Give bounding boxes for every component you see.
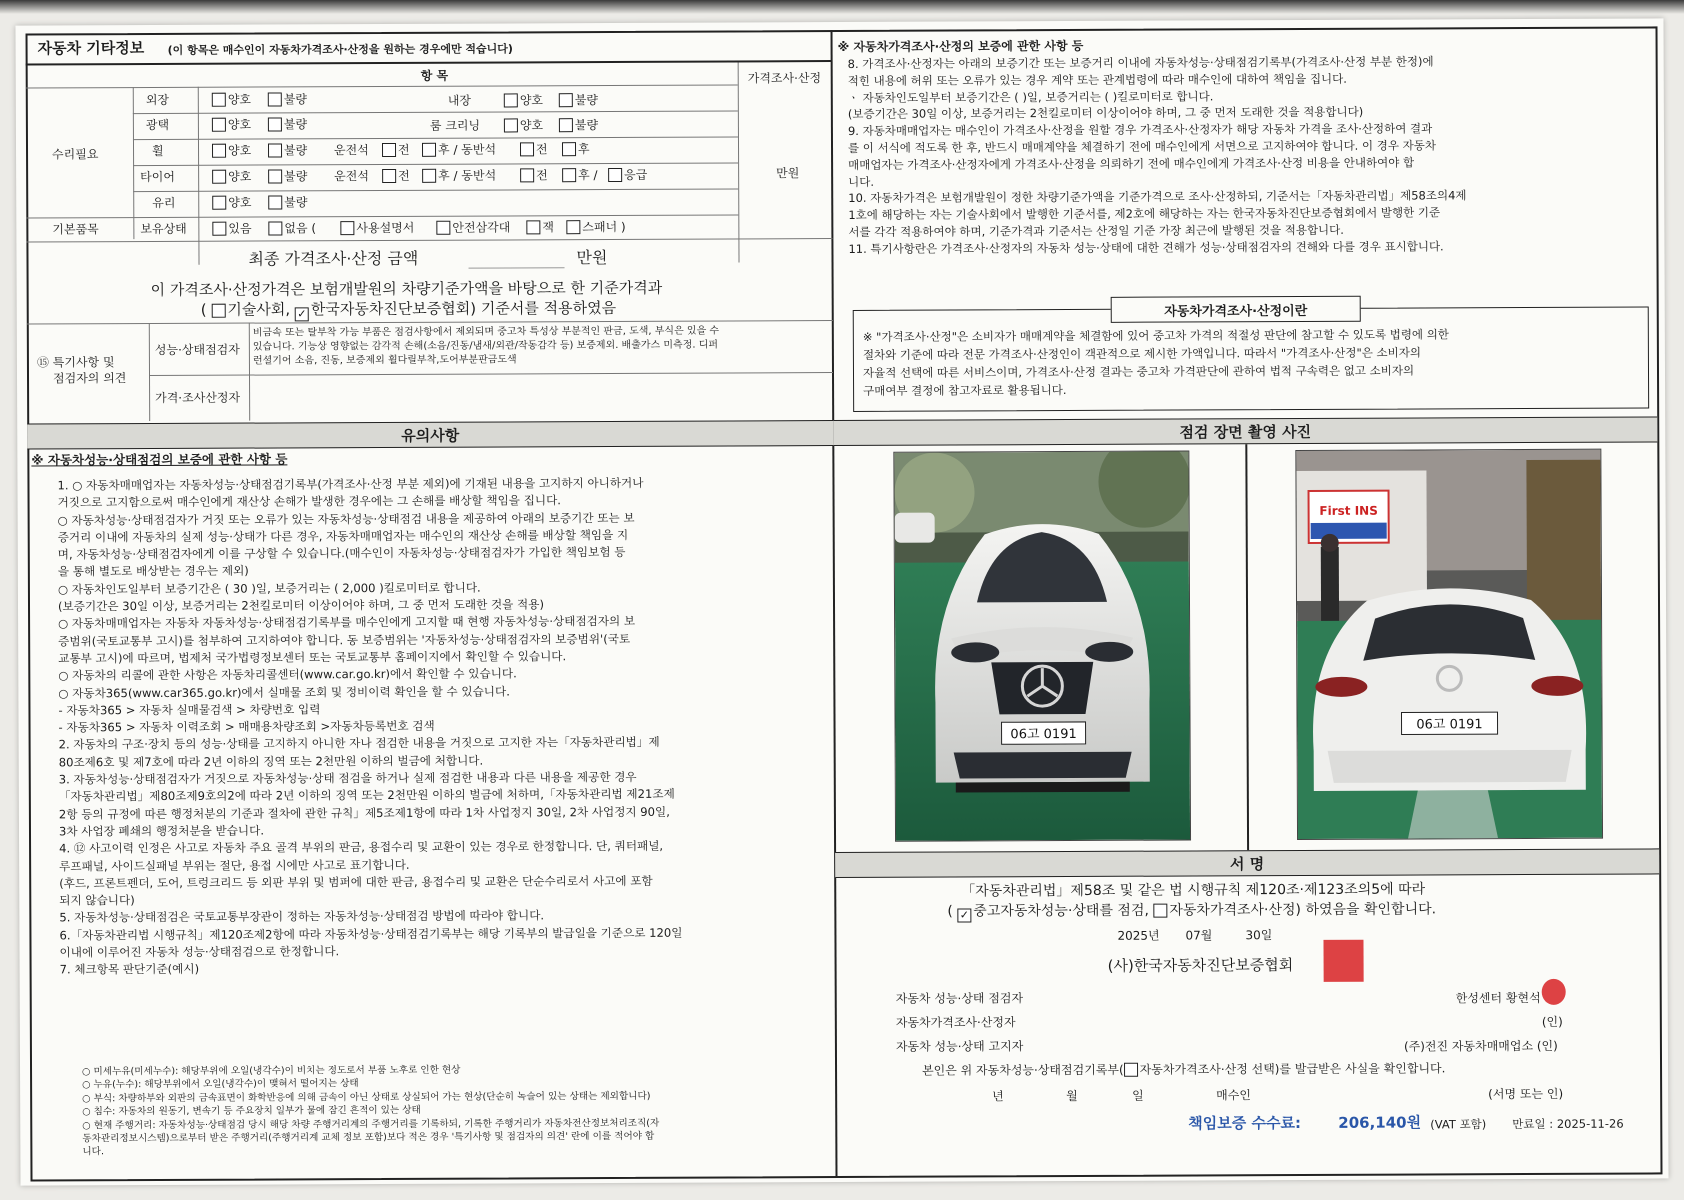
price-item: 적힌 내용에 허위 또는 오류가 있는 경우 계약 또는 관계법령에 따라 매수인에 대하여 책임을 집니다. — [847, 71, 1347, 88]
fee-label: 책임보증 수수료: — [1188, 1114, 1301, 1133]
criteria-line: ○ 미세누유(미세누수): 해당부위에 오일(냉각수)이 비치는 정도로서 부품 노후로 인한 현상 — [82, 1064, 461, 1078]
notice-line: (보증기간은 30일 이상, 보증거리는 2천킬로미터 이상이어야 하며, 그 중 먼저 도래한 것을 적용) — [57, 597, 545, 614]
front-car-photo — [893, 450, 1191, 841]
sign-day: 30일 — [1245, 928, 1273, 943]
buyer-date-year: 년 — [992, 1089, 1004, 1104]
sign-row-value: (주)전진 자동차매매업소 (인) — [1403, 1038, 1558, 1054]
room-bad[interactable]: 불량 — [559, 118, 598, 132]
fee-value: 206,140원 — [1338, 1113, 1422, 1132]
inspector-seal-stamp — [1542, 979, 1566, 1005]
notice-line: 3차 사업장 폐쇄의 행정처분을 받습니다. — [58, 823, 265, 839]
notice-line: ○ 자동차365(www.car365.go.kr)에서 실매물 조회 및 정비이력 확인을 할 수 있습니다. — [58, 684, 510, 700]
notice-line: 이내에 이루어진 자동차 성능·상태점검으로 한정합니다. — [59, 944, 340, 960]
item-spanner[interactable]: 스패너 ) — [566, 220, 625, 234]
price-warranty-title: ※ 자동차가격조사·산정의 보증에 관한 사항 등 — [837, 38, 1084, 55]
sign-month: 07월 — [1185, 928, 1213, 943]
wheel-driver: 운전석 — [333, 143, 369, 158]
notice-line: ○ 자동차성능·상태점검자가 거짓 또는 오류가 있는 자동차성능·상태점검 내용을 제공하여 아래의 보증기간 또는 보 — [57, 510, 635, 528]
tire-pass-front[interactable]: 전 — [520, 168, 548, 182]
fee-vat: (VAT 포함) — [1430, 1117, 1487, 1132]
row-holding: 보유상태 — [140, 221, 187, 237]
criteria-line: ○ 누유(누수): 해당부위에서 오일(냉각수)이 맺혀서 떨어지는 상태 — [82, 1078, 359, 1091]
basis-opt1-checkbox[interactable] — [211, 304, 225, 318]
definition-line: 절차와 기준에 따라 전문 가격조사·산정인이 객관적으로 제시한 가액입니다. 따라서 "가격조사·산정"은 소비자의 — [862, 345, 1421, 362]
scan-top-shadow — [0, 0, 1684, 14]
notice-line: - 자동차365 > 자동차 이력조회 > 매매용차량조회 >자동차등록번호 검색 — [58, 718, 435, 735]
wheel-driver-front[interactable]: 전 — [382, 143, 410, 157]
notice-line: 증거리 이내에 자동차의 실제 성능·상태가 다른 경우, 자동차매매업자는 매수인의 재산상 손해를 배상할 책임을 지 — [57, 527, 629, 545]
notice-line: 교통부 고시)에 따르며, 법제처 국가법령정보센터 또는 국토교통부 홈페이지에서 확인할 수 있습니다. — [58, 649, 567, 666]
sign-or-seal: (서명 또는 인) — [1488, 1086, 1564, 1102]
rear-car-photo — [1295, 449, 1603, 840]
header-item: 항 목 — [420, 68, 449, 83]
holding-have[interactable]: 있음 — [212, 222, 251, 236]
gloss-good[interactable]: 양호 — [212, 118, 251, 132]
final-price-unit: 만원 — [576, 248, 608, 268]
sign-row-label: 자동차가격조사·산정자 — [895, 1015, 1016, 1030]
price-unit: 만원 — [776, 166, 800, 181]
wheel-pass-front[interactable]: 전 — [520, 142, 548, 156]
wheel-good[interactable]: 양호 — [212, 144, 251, 158]
notice-title: 유의사항 — [27, 420, 833, 450]
row-glass: 유리 — [152, 195, 176, 211]
wheel-pass-rear[interactable]: 후 — [562, 142, 590, 156]
tire-driver-front[interactable]: 전 — [382, 169, 410, 183]
association-name: (사)한국자동차진단보증협회 — [1107, 956, 1294, 975]
notice-line: 2항 등의 규정에 따른 행정처분의 기준과 절차에 관한 규칙」제5조제1항에 따라 1차 사업정지 30일, 2차 사업정지 90일, — [58, 804, 670, 822]
appraiser-label: 가격·조사산정자 — [155, 390, 241, 405]
price-item: 10. 자동차가격은 보험개발원이 정한 차량기준가액을 기준가격으로 조사·산정하되, 기준서는「자동차관리법」제58조의4제 — [848, 188, 1467, 206]
item-manual[interactable]: 사용설명서 — [340, 221, 414, 235]
notice-line: (후드, 프론트펜더, 도어, 트렁크리드 등 외판 부위 및 범퍼에 대한 판금, 용접수리 및 교환은 단순수리로서 사고에 포함 — [59, 873, 653, 891]
row-wheel: 휠 — [151, 143, 164, 159]
front-car-illustration — [894, 451, 1190, 840]
row-room: 룸 크리닝 — [429, 118, 481, 133]
sign-row-label: 자동차 성능·상태 고지자 — [895, 1039, 1024, 1054]
inspection-record-sheet — [15, 18, 1668, 1185]
inspector-label: 성능·상태점검자 — [154, 342, 240, 357]
price-item: 8. 가격조사·산정자는 아래의 보증기간 또는 보증거리 이내에 자동차성능·상태점검기록부(가격조사·산정 부분 한정)에 — [847, 54, 1434, 71]
notice-subtitle: ※ 자동차성능·상태점검의 보증에 관한 사항 등 — [31, 451, 288, 468]
sign-row-value: (인) — [1541, 1014, 1563, 1029]
criteria-line: 동차관리정보시스템)으로부터 받은 주행거리(주행거리계 교체 정보 포함)보다 적은 경우 '특기사항 및 점검자의 의견' 란에 이를 적어야 합 — [82, 1130, 655, 1145]
definition-text — [863, 325, 1643, 400]
notice-text — [57, 474, 831, 979]
notice-line: ○ 자동차매매업자는 자동차 자동차성능·상태점검기록부를 매수인에게 고지할 때 현행 자동차성능·상태점검자의 보 — [58, 614, 636, 631]
row-tire: 타이어 — [140, 169, 175, 185]
sign-row-value: 한성센터 황현석 — [1455, 990, 1541, 1006]
wheel-driver-rear[interactable]: 후 / 동반석 — [422, 143, 496, 157]
notice-line: 7. 체크항목 판단기준(예시) — [59, 962, 200, 977]
opt-price-checkbox[interactable] — [1153, 904, 1167, 918]
photo-section-title: 점검 장면 촬영 사진 — [833, 416, 1657, 446]
item-triangle[interactable]: 안전삼각대 — [436, 220, 510, 234]
inspector-text-3: 런셜기어 소음, 진동, 보증제외 휠다릴부착,도어부분판금도색 — [252, 354, 517, 367]
notice-line: 6.「자동차관리법 시행규칙」제120조제2항에 따라 자동차성능·상태점검기록부는 해당 기록부의 발급일을 기준으로 120일 — [59, 925, 683, 943]
buyer-label: 매수인 — [1216, 1088, 1251, 1103]
association-seal-stamp — [1323, 940, 1363, 982]
inspector-text-2: 있습니다. 기능상 영향없는 감각적 손해(소음/진동/냄새/외관/작동감각 등) 보증제외. 배출가스 미측정. 디퍼 — [252, 339, 719, 353]
notice-line: 「자동차관리법」제80조제9호의2에 따라 2년 이하의 징역 또는 2천만원 이하의 벌금에 처하며,「자동차관리법 제21조제 — [58, 787, 675, 804]
special-label-2: 점검자의 의견 — [52, 371, 127, 386]
basis-line1: 이 가격조사·산정가격은 보험개발원의 차량기준가액을 바탕으로 한 기준가격과 — [150, 278, 663, 300]
glass-good[interactable]: 양호 — [212, 196, 251, 210]
notice-line: 1. ○ 자동차매매업자는 자동차성능·상태점검기록부(가격조사·산정 부분 제외)에 기재된 내용을 고지하지 아니하거나 — [57, 475, 644, 493]
other-info-title: 자동차 기타정보 — [37, 39, 145, 58]
gloss-bad[interactable]: 불량 — [268, 117, 307, 131]
basic-label: 기본품목 — [52, 222, 99, 237]
rear-plate-text: 06고 0191 — [1416, 717, 1483, 733]
row-exterior: 외장 — [145, 92, 170, 108]
room-good[interactable]: 양호 — [504, 118, 543, 132]
notice-line: 을 통해 별도로 배상받는 경우는 제외) — [57, 564, 249, 579]
price-warranty-items — [848, 52, 1649, 257]
criteria-line: ○ 부식: 차량하부와 외판의 금속표면이 화학반응에 의해 금속이 아닌 상태로 상실되어 가는 현상(단순히 녹슬어 있는 상태는 제외합니다) — [82, 1090, 651, 1105]
front-plate-text: 06고 0191 — [1010, 726, 1077, 743]
wheel-bad[interactable]: 불량 — [268, 143, 307, 157]
repair-label: 수리필요 — [52, 147, 99, 162]
notice-line: 3. 자동차성능·상태점검자가 거짓으로 자동차성능·상태 점검을 하거나 실제 점검한 내용과 다른 내용을 제공한 경우 — [58, 769, 637, 787]
price-item: 를 이 서식에 적도록 한 후, 반드시 매매계약을 체결하기 전에 매수인에게 서면으로 고지하여야 합니다. 이 경우 자동차 — [847, 138, 1436, 155]
other-info-note: (이 항목은 매수인이 자동차가격조사·산정을 원하는 경우에만 적습니다) — [167, 42, 513, 57]
tire-driver: 운전석 — [334, 169, 369, 184]
basis-line2: ( 기술사회, ✓ 한국자동차진단보증협회) 기준서를 적용하였음 — [200, 298, 617, 321]
row-interior: 내장 — [447, 93, 472, 108]
tire-bad[interactable]: 불량 — [268, 169, 307, 183]
criteria-text — [82, 1062, 834, 1159]
definition-title: 자동차가격조사·산정이란 — [1111, 296, 1361, 323]
final-price-field[interactable] — [468, 247, 564, 268]
sign-row-label: 자동차 성능·상태 점검자 — [895, 991, 1024, 1006]
definition-line: ※ "가격조사·산정"은 소비자가 매매계약을 체결함에 있어 중고차 가격의 적절성 판단에 참고할 수 있도록 법령에 의한 — [862, 327, 1449, 344]
final-price-label: 최종 가격조사·산정 금액 — [248, 248, 419, 269]
basis-opt2-checkbox[interactable]: ✓ — [295, 307, 309, 321]
buyer-date-month: 월 — [1066, 1088, 1078, 1104]
notice-line: 며, 자동차성능·상태점검자에게 이를 구상할 수 있습니다.(매수인이 자동차성능·상태점검자가 가입한 책임보험 등 — [57, 545, 626, 562]
price-item: ㆍ 자동차인도일부터 보증기간은 ( )일, 보증거리는 ( )킬로미터로 합니다. — [847, 88, 1214, 105]
item-jack[interactable]: 잭 — [526, 220, 554, 234]
special-label-1: ⑮ 특기사항 및 — [36, 355, 115, 370]
shop-sign-text: First INS — [1319, 503, 1378, 518]
price-item: 서를 각각 적용하여야 하며, 기준가격과 기준서는 산정일 기준 가장 최근에 발행된 것을 적용합니다. — [848, 222, 1344, 239]
price-item: 니다. — [848, 174, 875, 189]
price-item: 9. 자동차매매업자는 매수인이 가격조사·산정을 원할 경우 가격조사·산정자가 해당 자동차 가격을 조사·산정하여 결과 — [847, 121, 1433, 139]
holding-none[interactable]: 없음 ( — [268, 221, 316, 235]
price-item: 1호에 해당하는 자는 기술사회에서 발행한 기준서를, 제2호에 해당하는 자는 한국자동차진단보증협회에서 발행한 기준 — [848, 205, 1441, 223]
notice-line: 증범위(국토교통부 고시)를 첨부하여 고지하여야 합니다. 동 보증범위는 '자동차성능·상태점검자의 보증범위'(국토 — [58, 631, 631, 649]
glass-bad[interactable]: 불량 — [268, 195, 307, 209]
tire-good[interactable]: 양호 — [212, 170, 251, 184]
definition-line: 자율적 선택에 따른 서비스이며, 가격조사·산정 결과는 중고차 가격판단에 관하여 법적 구속력은 없고 소비자의 — [862, 363, 1415, 380]
signature-confirm-line: ( ✓ 중고자동차성능·상태를 점검, 자동차가격조사·산정) 하였음을 확인합니다. — [947, 901, 1437, 922]
price-item: 매매업자는 가격조사·산정자에게 가격조사·산정을 의뢰하기 전에 매수인에게 가격조사·산정 비용을 안내하여야 합 — [848, 155, 1415, 172]
signature-law-line: 「자동차관리법」제58조 및 같은 법 시행규칙 제120조·제123조의5에 따라 — [961, 881, 1426, 900]
warranty-expiry: 만료일 : 2025-11-26 — [1512, 1116, 1624, 1132]
tire-emergency[interactable]: 응급 — [608, 168, 647, 182]
notice-line: - 자동차365 > 자동차 실매물검색 > 차량번호 입력 — [58, 702, 321, 718]
price-item: 11. 특기사항란은 가격조사·산정자의 자동차 성능·상태에 대한 견해가 성능·상태점검자의 견해와 다를 경우 표시합니다. — [848, 239, 1444, 256]
signature-title: 서 명 — [835, 848, 1659, 878]
notice-line: 되지 않습니다) — [59, 893, 135, 908]
buyer-price-checkbox[interactable] — [1124, 1063, 1138, 1077]
buyer-date-day: 일 — [1132, 1088, 1144, 1103]
exterior-good[interactable]: 양호 — [212, 93, 251, 107]
notice-line: ○ 자동차의 리콜에 관한 사항은 자동차리콜센터(www.car.go.kr)에서 확인할 수 있습니다. — [58, 666, 517, 683]
notice-line: 루프패널, 사이드실패널 부위는 절단, 용접 시에만 사고로 표기합니다. — [59, 857, 410, 873]
price-item: (보증기간은 30일 이상, 보증거리는 2천킬로미터 이상이어야 하며, 그 중 먼저 도래한 것을 적용합니다) — [847, 105, 1364, 122]
notice-line: 4. ⑫ 사고이력 인정은 사고로 자동차 주요 골격 부위의 판금, 용접수리 및 교환이 있는 경우로 한정합니다. 단, 쿼터패널, — [59, 839, 664, 856]
notice-line: 80조제6호 및 제7호에 따라 2년 이하의 징역 또는 2천만원 이하의 벌금에 처합니다. — [58, 753, 484, 770]
notice-line: ○ 자동차인도일부터 보증기간은 ( 30 )일, 보증거리는 ( 2,000 )킬로미터로 합니다. — [57, 580, 481, 597]
opt-performance-checkbox[interactable]: ✓ — [957, 908, 971, 922]
sign-year: 2025년 — [1117, 928, 1160, 943]
interior-good[interactable]: 양호 — [504, 93, 543, 107]
exterior-bad[interactable]: 불량 — [268, 92, 307, 106]
tire-pass-rear[interactable]: 후 / — [562, 168, 598, 182]
row-gloss: 광택 — [145, 117, 170, 133]
interior-bad[interactable]: 불량 — [559, 93, 598, 107]
notice-line: 2. 자동차의 구조·장치 등의 성능·상태를 고지하지 아니한 자나 점검한 내용을 거짓으로 고지한 자는「자동차관리법」제 — [58, 735, 660, 752]
criteria-line: 니다. — [82, 1146, 105, 1158]
definition-line: 구매여부 결정에 참고자료로 활용됩니다. — [863, 383, 1067, 398]
criteria-line: ○ 현재 주행거리: 자동차성능·상태점검 당시 해당 차량 주행거리계의 주행거리를 기록하되, 기록한 주행거리가 자동차전산정보처리조직(자 — [82, 1117, 660, 1131]
notice-line: 5. 자동차성능·상태점검은 국토교통부장관이 정하는 자동차성능·상태점검 방법에 따라야 합니다. — [59, 908, 545, 925]
header-price: 가격조사·산정 — [747, 71, 822, 86]
notice-line: 거짓으로 고지함으로써 매수인에게 재산상 손해가 발생한 경우에는 그 손해를 배상할 책임을 집니다. — [57, 493, 562, 510]
rear-car-illustration — [1296, 450, 1602, 839]
inspector-text-1: 비금속 또는 탈부착 가능 부품은 점검사항에서 제외되며 중고차 특성상 부분적인 판금, 도색, 부식은 있을 수 — [252, 325, 720, 339]
tire-driver-rear[interactable]: 후 / 동반석 — [422, 169, 496, 183]
criteria-line: ○ 침수: 자동차의 원동기, 변속기 등 주요장치 일부가 물에 잠긴 흔적이 있는 상태 — [82, 1105, 421, 1118]
buyer-confirm-line: 본인은 위 자동차성능·상태점검기록부( 자동차가격조사·산정 선택)를 발급받은 사실을 확인합니다. — [922, 1061, 1446, 1078]
